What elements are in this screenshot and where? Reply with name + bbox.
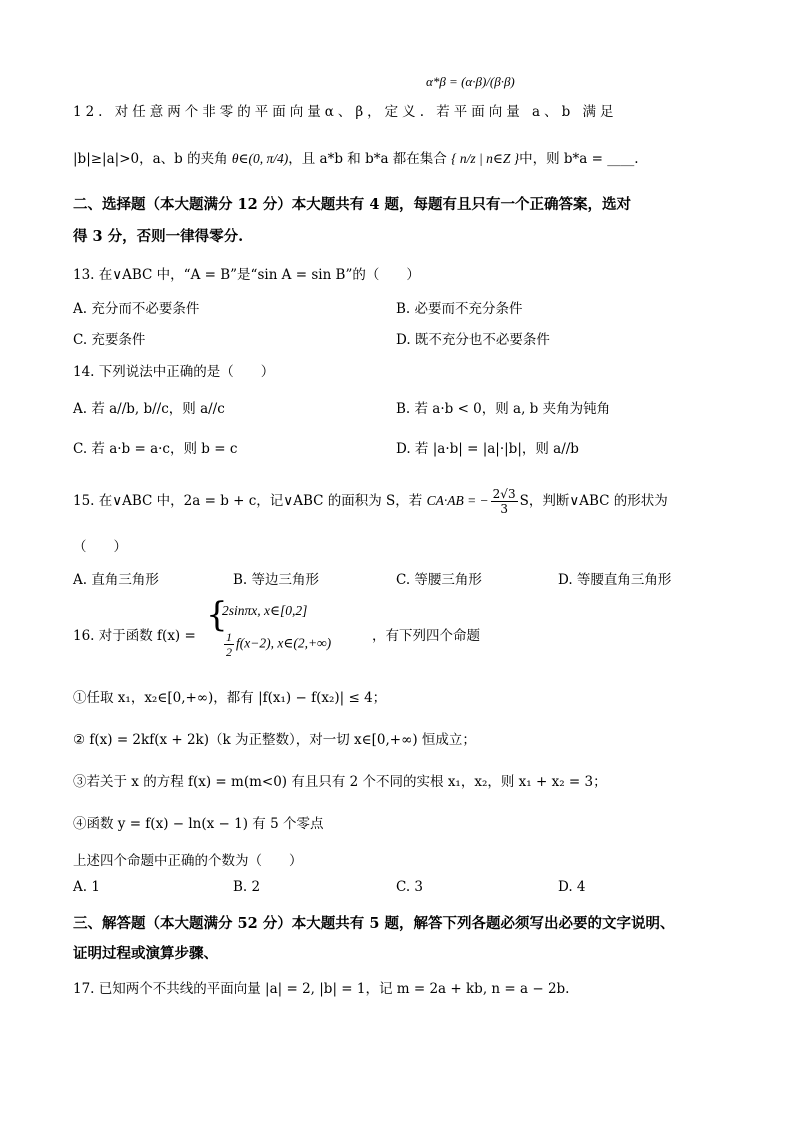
q15-frac-num: 2√3 (492, 487, 516, 501)
q16-case2 (222, 630, 331, 659)
q14-option-a: A. 若 a//b, b//c，则 a//c (73, 401, 225, 417)
section2-heading-line1: 二、选择题（本大题满分 12 分）本大题共有 4 题，每题有且只有一个正确答案，选对 (73, 196, 631, 213)
q16-case2-fraction (224, 630, 234, 659)
q15-stem-b: S，判断∨ABC 的形状为 (519, 493, 668, 509)
section2-heading-line2: 得 3 分，否则一律得零分. (73, 228, 244, 245)
q15-option-b: B. 等边三角形 (233, 572, 320, 588)
q16-proposition-1: ①任取 x₁，x₂∈[0,+∞)，都有 |f(x₁) − f(x₂)| ≤ 4； (73, 690, 387, 706)
q14-option-c: C. 若 a·b = a·c，则 b = c (73, 441, 238, 457)
q12-line2 (73, 147, 639, 167)
q12-line1 (73, 100, 618, 120)
q16-proposition-2: ② f(x) = 2kf(x + 2k)（k 为正整数），对一切 x∈[0,+∞) 恒成立； (73, 732, 476, 748)
q12-line1-tail: . 若平面向量 a、b 满足 (419, 104, 618, 120)
q15-option-d: D. 等腰直角三角形 (558, 572, 672, 588)
q12-line1-text: 12. 对任意两个非零的平面向量α、β，定义 (73, 104, 420, 120)
q16-brace: { (206, 595, 228, 635)
q16-case2-frac-num: 1 (226, 630, 232, 644)
q14-option-d: D. 若 |a·b| = |a|·|b|，则 a//b (396, 441, 579, 457)
q13-option-a: A. 充分而不必要条件 (73, 301, 200, 317)
q16-option-b: B. 2 (233, 879, 261, 895)
q16-option-a: A. 1 (73, 879, 100, 895)
q13-option-d: D. 既不充分也不必要条件 (396, 332, 550, 348)
q16-tail: ，有下列四个命题 (372, 628, 480, 644)
q16-summary: 上述四个命题中正确的个数为（ ） (73, 853, 303, 869)
q15-paren: （ ） (73, 539, 127, 555)
section3-heading-line1: 三、解答题（本大题满分 52 分）本大题共有 5 题，解答下列各题必须写出必要的文字说明、 (73, 915, 675, 932)
q15-dot-product: CA·AB = − (426, 493, 489, 508)
section3-heading-line2: 证明过程或演算步骤、 (73, 945, 218, 962)
q16-case2-rest: f(x−2), x∈(2,+∞) (236, 635, 332, 651)
q14-stem: 14. 下列说法中正确的是（ ） (73, 364, 275, 380)
q13-stem: 13. 在∨ABC 中，“A = B”是“sin A = sin B”的（ ） (73, 267, 420, 283)
q12-line2-a: |b|≥|a|>0，a、b 的夹角 (73, 151, 228, 167)
q16-option-d: D. 4 (558, 879, 586, 895)
q12-definition-formula: α*β = (α·β)/(β·β) (426, 74, 515, 89)
q15-stem-a: 15. 在∨ABC 中，2a = b + c，记∨ABC 的面积为 S，若 (73, 493, 423, 509)
q14-option-b: B. 若 a·b < 0，则 a, b 夹角为钝角 (396, 401, 611, 417)
q16-case2-frac-den: 2 (226, 645, 232, 659)
q12-line2-c: 中，则 b*a = ____. (519, 151, 639, 167)
q15-option-a: A. 直角三角形 (73, 572, 159, 588)
q15-stem (73, 487, 668, 516)
q15-option-c: C. 等腰三角形 (396, 572, 482, 588)
q15-fraction (491, 487, 518, 516)
q13-option-b: B. 必要而不充分条件 (396, 301, 523, 317)
q13-option-c: C. 充要条件 (73, 332, 146, 348)
q16-proposition-4: ④函数 y = f(x) − ln(x − 1) 有 5 个零点 (73, 816, 324, 832)
q16-case1: 2sinπx, x∈[0,2] (222, 603, 308, 618)
q16-option-c: C. 3 (396, 879, 424, 895)
q12-theta: θ∈(0, π/4) (231, 151, 289, 166)
q12-line2-b: ，且 a*b 和 b*a 都在集合 (288, 151, 447, 167)
q16-lead: 16. 对于函数 f(x) = (73, 628, 196, 644)
q12-set: { n/z | n∈Z } (451, 151, 520, 166)
q17-stem: 17. 已知两个不共线的平面向量 |a| = 2, |b| = 1，记 m = 2a + kb, n = a − 2b. (73, 981, 570, 997)
q15-frac-den: 3 (500, 502, 508, 516)
q16-proposition-3: ③若关于 x 的方程 f(x) = m(m<0) 有且只有 2 个不同的实根 x₁，x₂，则 x₁ + x₂ = 3； (73, 774, 607, 790)
